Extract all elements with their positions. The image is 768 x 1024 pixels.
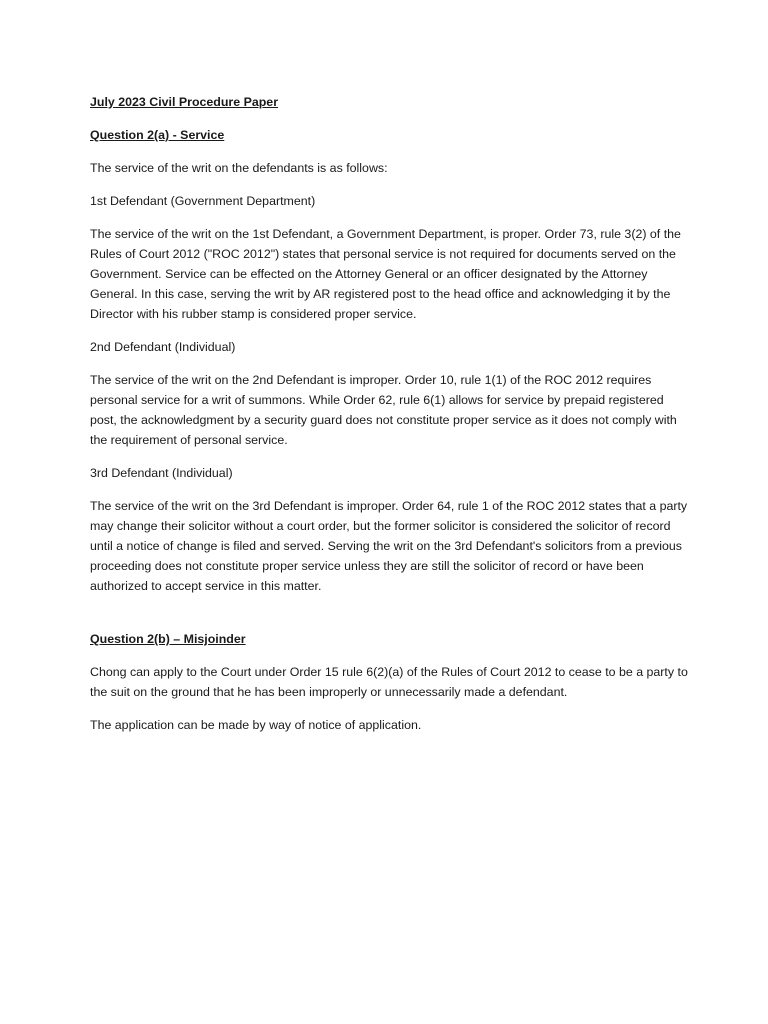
document-title: July 2023 Civil Procedure Paper [90,95,279,109]
question-2b-note: The application can be made by way of notice of application. [90,718,422,732]
document-body [90,92,690,748]
defendant-2-heading: 2nd Defendant (Individual) [90,340,236,354]
section-spacer [90,609,690,629]
defendant-3-paragraph: The service of the writ on the 3rd Defendant is improper. Order 64, rule 1 of the ROC 2012 states that a party may change their solicitor without a court order, but the former solicitor is considered the solicitor of record until a notice of change is filed and served. Serving the writ on the 3rd Defendant's solicitors from a previous proceeding does not constitute proper service unless they are still the solicitor of record or have been authorized to accept service in this matter. [90,499,688,593]
defendant-1-paragraph: The service of the writ on the 1st Defendant, a Government Department, is proper. Order 73, rule 3(2) of the Rules of Court 2012 ("ROC 2012") states that personal service is not required for documents served on the Government. Service can be effected on the Attorney General or an officer designated by the Attorney General. In this case, serving the writ by AR registered post to the head office and acknowledging it by the Director with his rubber stamp is considered proper service. [90,227,681,321]
defendant-1-heading: 1st Defendant (Government Department) [90,194,316,208]
question-2a-intro: The service of the writ on the defendants is as follows: [90,161,388,175]
question-2b-heading: Question 2(b) – Misjoinder [90,632,246,646]
defendant-2-paragraph: The service of the writ on the 2nd Defendant is improper. Order 10, rule 1(1) of the ROC 2012 requires personal service for a writ of summons. While Order 62, rule 6(1) allows for service by prepaid registered post, the acknowledgment by a security guard does not constitute proper service as it does not comply with the requirement of personal service. [90,373,677,447]
question-2a-heading: Question 2(a) - Service [90,128,225,142]
question-2b-paragraph: Chong can apply to the Court under Order 15 rule 6(2)(a) of the Rules of Court 2012 to cease to be a party to the suit on the ground that he has been improperly or unnecessarily made a defendant. [90,665,688,699]
defendant-3-heading: 3rd Defendant (Individual) [90,466,233,480]
